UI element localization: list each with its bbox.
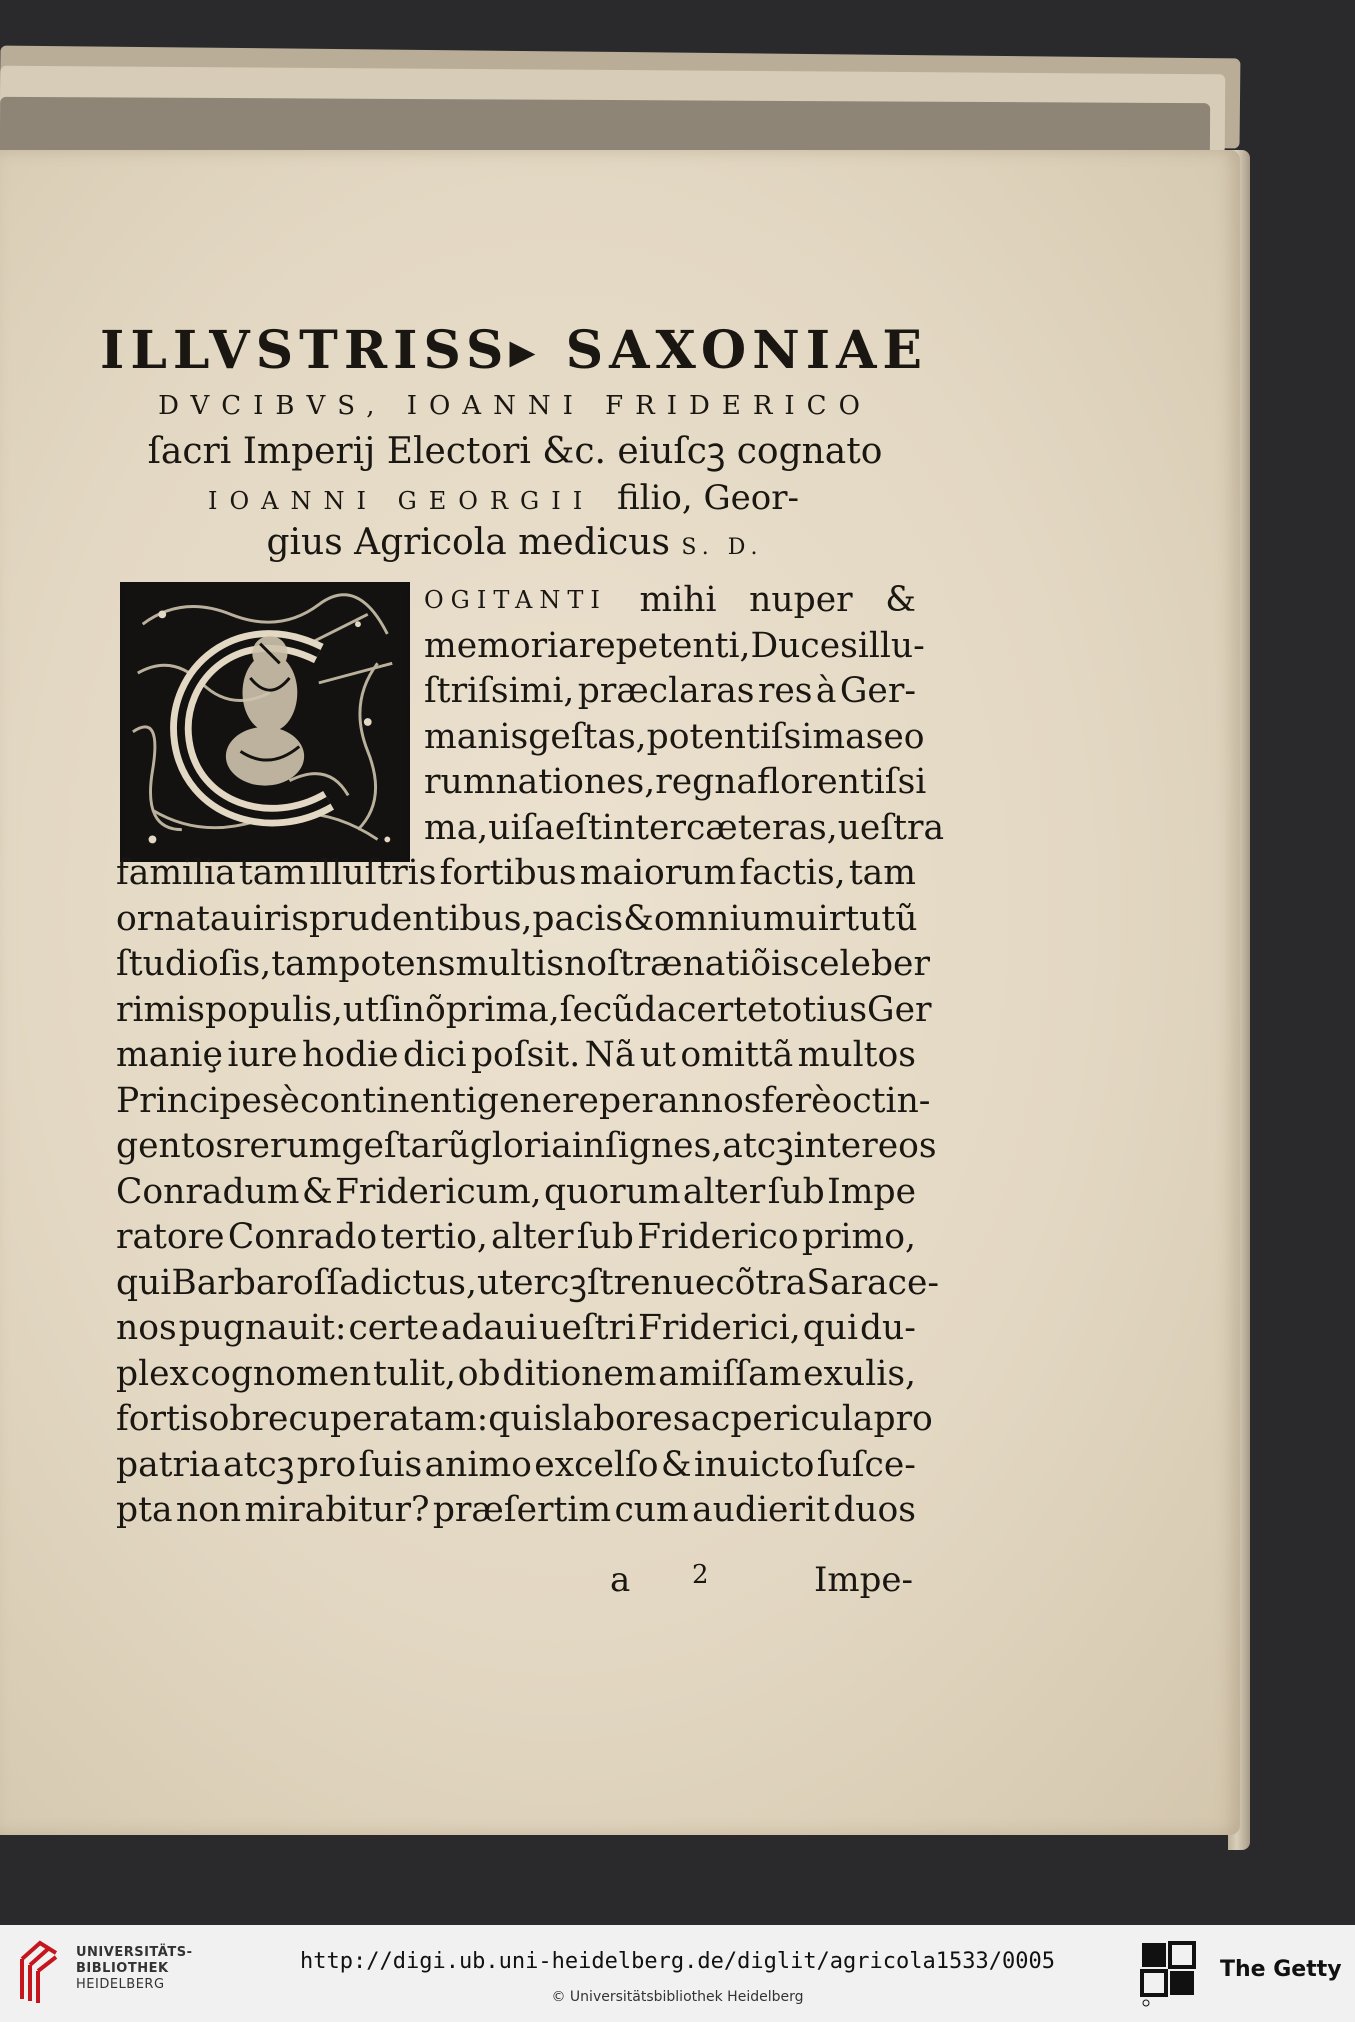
text-word: mirabitur? [244,1490,430,1530]
text-word: nuper [749,580,853,620]
text-word: inuicto [693,1444,815,1485]
text-word: multis [455,944,565,984]
text-word: præclaras [577,671,755,711]
getty-name[interactable]: The Getty [1220,1957,1342,1982]
text-word: certe [677,989,768,1030]
text-word: pugnauit: [178,1308,347,1348]
text-word: exulis, [803,1353,916,1394]
text-word: geſtarũ [341,1126,470,1166]
text-word: Principes [116,1080,280,1121]
text-word: ſtrenue [586,1262,716,1303]
text-word: prudentibus, [308,898,533,939]
text-word: regna [655,762,757,802]
heading-line-4 [110,478,920,518]
text-word: ob [457,1353,501,1394]
text-word: patria [116,1444,221,1485]
text-word: florentiſsi [757,762,927,802]
text-word: ob [208,1399,252,1439]
text-word: Ger [867,989,932,1030]
text-word: ditionem [502,1353,657,1394]
text-word: Barbaroſſa [171,1262,360,1303]
text-word: quis [488,1399,562,1439]
text-line [116,1124,937,1170]
text-line [116,669,916,715]
heading-line-5-text: gius Agricola medicus [266,522,670,563]
text-word: animo [424,1444,532,1485]
text-word: atcꝫ [223,1444,295,1485]
heading-line-2: DVCIBVS, IOANNI FRIDERICO [158,391,872,421]
text-line [116,1033,916,1079]
text-word: OGITANTI [424,586,607,614]
viewer-footer [0,1925,1355,2022]
text-word: tam [848,853,916,893]
text-word: uiſa [488,807,555,848]
text-word: quorum [544,1171,681,1212]
text-word: Fridericum, [334,1171,542,1212]
catchword: Impe- [814,1560,914,1600]
text-word: inter [793,1126,878,1166]
text-word: dici [403,1035,467,1075]
signature-number: 2 [692,1560,709,1590]
text-word: labores [561,1399,691,1439]
text-word: Duces [750,625,858,666]
text-word: genere [476,1080,599,1121]
text-word: iure [227,1035,298,1075]
text-word: noſtræ [564,944,683,984]
text-word: manis [424,716,529,757]
text-word: uiris [230,898,309,939]
text-word: du- [859,1308,916,1348]
text-word: atcꝫ [722,1126,794,1166]
text-line [116,851,916,897]
text-word: rum [424,762,496,802]
text-word: ſi [378,989,403,1030]
text-word: alter [491,1217,574,1257]
text-word: alter [682,1171,766,1212]
text-word: rimis [116,989,205,1030]
text-word: geſtas, [528,716,647,757]
text-word: memoria [424,625,579,666]
text-line [116,897,916,943]
text-word: Conradum [116,1171,300,1212]
text-word: omittã [680,1035,794,1075]
text-word: eſt [554,807,602,848]
text-word: à [815,671,837,711]
text-word: pacis [532,898,624,939]
text-word: plex [116,1353,189,1394]
text-word: qui [802,1308,859,1348]
text-word: ſecũda [559,989,678,1030]
text-word: primo, [801,1217,916,1257]
text-line [116,1488,916,1534]
text-word: pro [873,1399,933,1439]
text-word: & [885,580,916,620]
permalink-url[interactable]: http://digi.ub.uni-heidelberg.de/diglit/agricola1533/0005 [300,1949,1055,1974]
text-line [116,1352,916,1398]
signature-line [110,1560,920,1620]
text-word: ut [342,989,379,1030]
text-word: inter [601,807,686,848]
text-word: Friderici, [637,1308,801,1348]
text-word: eo [883,716,925,757]
text-word: eos [877,1126,937,1166]
heading-line-5 [110,522,920,563]
text-word: & [301,1171,333,1212]
text-line [116,988,932,1034]
text-word: maiorum [579,853,737,893]
text-word: Conrado [227,1217,378,1257]
text-word: Friderico [637,1217,799,1257]
text-word: gloria [469,1126,572,1166]
text-word: & [623,898,654,939]
text-word: omnium [653,898,796,939]
text-word: pro [296,1444,357,1485]
text-word: ſub [767,1171,825,1212]
text-word: res [757,671,813,711]
text-line [116,1261,940,1307]
text-word: mihi [639,580,717,620]
heading-line-1: ILLVSTRISS▸ SAXONIAE [100,320,929,381]
text-word: Impe [827,1171,916,1212]
text-word: cum [614,1490,689,1530]
text-word: repetenti, [578,625,751,666]
text-word: certe [348,1308,439,1348]
text-word: ratore [116,1217,225,1257]
text-word: ſtudioſis, [116,944,272,984]
text-word: tertio, [380,1217,488,1257]
text-line [116,806,945,852]
text-word: amiſſam [658,1353,802,1394]
text-word: & [660,1444,692,1485]
text-word: natiõis [682,944,800,984]
text-word: ueſtra [837,807,945,848]
text-word: non [175,1490,242,1530]
text-word: illu- [857,625,925,666]
text-word: potens [338,944,456,984]
text-word: maniȩ [116,1035,223,1075]
text-word: ſuis [358,1444,423,1485]
text-word: nõ [402,989,446,1030]
text-word: pericula [730,1399,874,1439]
text-word: Sarace- [806,1262,940,1303]
text-word: qui [116,1262,172,1303]
text-line [116,942,930,988]
text-word: è [279,1080,300,1121]
text-word: gentos [116,1126,234,1166]
text-word: ma, [424,807,489,848]
heading-line-4-text: filio, Geor- [616,478,799,518]
text-line [116,624,925,670]
text-word: ac [690,1399,731,1439]
text-word: populis, [204,989,343,1030]
text-line [116,715,925,761]
text-word: celeber [799,944,930,984]
text-line [116,1306,916,1352]
signature-mark: a [610,1560,631,1600]
library-name-line-1: UNIVERSITÄTS- [76,1945,193,1960]
text-word: inſignes, [571,1126,723,1166]
text-line [116,1079,931,1125]
text-word: per [598,1080,658,1121]
text-word: utercꝫ [476,1262,587,1303]
text-word: rerum [233,1126,342,1166]
text-word: duos [833,1490,916,1530]
text-word: nos [116,1308,177,1348]
text-line [116,1397,933,1443]
text-word: ſuſce- [816,1444,916,1485]
text-word: tam [238,853,307,893]
text-word: Ger- [839,671,916,711]
text-word: recuperatam: [251,1399,489,1439]
heading-line-5-small: S. D. [681,535,764,560]
text-word: nationes, [495,762,656,802]
text-line [116,1170,916,1216]
text-line [116,1215,916,1261]
text-word: cognomen [190,1353,372,1394]
text-line [116,578,916,624]
heading-line-3: ſacri Imperij Electori &c. eiuſcꝫ cognato [147,431,883,472]
text-line [116,760,927,806]
copyright-notice: © Universitätsbibliothek Heidelberg [551,1989,804,2005]
text-word: potentiſsimas [646,716,884,757]
library-name-line-2: BIBLIOTHEK [76,1961,169,1976]
text-word: cõtra [715,1262,807,1303]
text-word: poſsit. [470,1035,581,1075]
text-word: cæteras, [685,807,838,848]
text-word: ut [639,1035,676,1075]
text-line [116,1443,916,1489]
text-word: familia [116,853,236,893]
text-word: Nã [584,1035,636,1075]
text-word: annos [657,1080,762,1121]
text-word: continenti [299,1080,477,1121]
text-word: tulit, [373,1353,457,1394]
text-word: ferè [761,1080,832,1121]
text-word: uirtutũ [795,898,918,939]
text-word: fortibus [439,853,577,893]
text-word: ueſtri [539,1308,637,1348]
text-word: ſub [576,1217,634,1257]
getty-logo[interactable] [1140,1941,1198,2007]
text-word: audierit [692,1490,830,1530]
body-text [116,578,945,1534]
text-word: octin- [831,1080,931,1121]
text-word: illuſtris [309,853,437,893]
text-word: præſertim [432,1490,612,1530]
title-block [100,320,929,563]
text-word: excelſo [534,1444,659,1485]
text-word: factis, [739,853,846,893]
text-word: multos [797,1035,916,1075]
library-name-line-3: HEIDELBERG [76,1977,165,1992]
heading-line-4-caps: IOANNI GEORGII [208,487,595,515]
text-word: hodie [302,1035,399,1075]
text-word: prima, [445,989,560,1030]
text-word: dictus, [359,1262,477,1303]
text-word: fortis [116,1399,209,1439]
text-word: totius [767,989,868,1030]
text-word: ſtriſsimi, [424,671,575,711]
text-word: adaui [440,1308,538,1348]
text-word: pta [116,1490,173,1530]
text-word: tam [271,944,339,984]
text-word: ornata [116,898,231,939]
